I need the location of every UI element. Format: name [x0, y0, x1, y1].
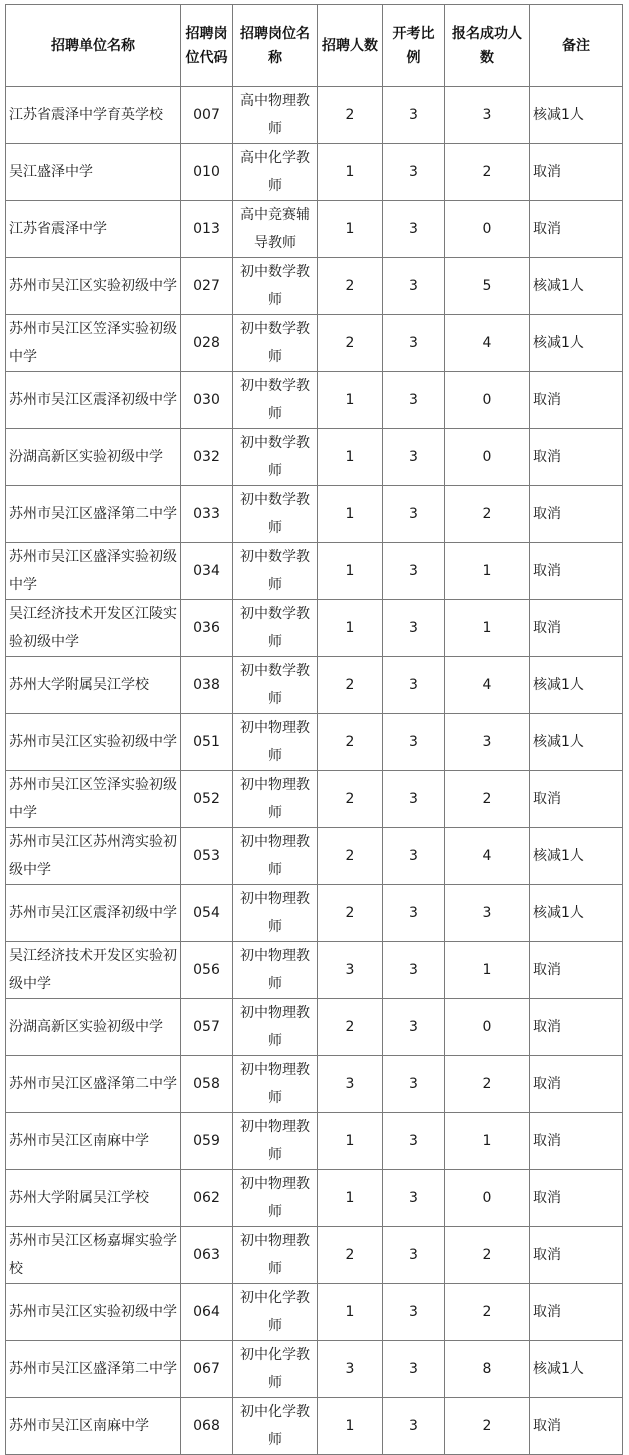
- recruitment-table: [5, 4, 623, 1455]
- cell-unit: 苏州市吴江区实验初级中学: [6, 258, 181, 315]
- table-row: [6, 543, 623, 600]
- cell-registered: 0: [445, 372, 530, 429]
- cell-note: 取消: [530, 372, 623, 429]
- cell-ratio: 3: [383, 1170, 445, 1227]
- cell-note: 核减1人: [530, 657, 623, 714]
- cell-unit: 苏州市吴江区盛泽第二中学: [6, 486, 181, 543]
- table-row: [6, 1341, 623, 1398]
- cell-ratio: 3: [383, 771, 445, 828]
- cell-position: 初中物理教师: [233, 1056, 318, 1113]
- cell-position: 初中物理教师: [233, 1227, 318, 1284]
- table-row: [6, 372, 623, 429]
- cell-note: 核减1人: [530, 885, 623, 942]
- cell-code: 028: [181, 315, 233, 372]
- cell-code: 064: [181, 1284, 233, 1341]
- cell-count: 1: [318, 1284, 383, 1341]
- cell-count: 1: [318, 201, 383, 258]
- cell-position: 初中物理教师: [233, 885, 318, 942]
- cell-note: 取消: [530, 543, 623, 600]
- cell-registered: 1: [445, 543, 530, 600]
- cell-ratio: 3: [383, 1284, 445, 1341]
- cell-code: 063: [181, 1227, 233, 1284]
- cell-code: 068: [181, 1398, 233, 1455]
- cell-count: 1: [318, 144, 383, 201]
- cell-code: 010: [181, 144, 233, 201]
- cell-position: 初中数学教师: [233, 486, 318, 543]
- cell-unit: 吴江盛泽中学: [6, 144, 181, 201]
- cell-note: 核减1人: [530, 315, 623, 372]
- cell-ratio: 3: [383, 429, 445, 486]
- table-row: [6, 201, 623, 258]
- header-position: 招聘岗位名称: [233, 5, 318, 87]
- cell-registered: 2: [445, 1227, 530, 1284]
- cell-unit: 吴江经济技术开发区江陵实验初级中学: [6, 600, 181, 657]
- cell-position: 初中物理教师: [233, 942, 318, 999]
- cell-unit: 苏州市吴江区实验初级中学: [6, 714, 181, 771]
- cell-count: 2: [318, 885, 383, 942]
- cell-unit: 苏州市吴江区盛泽第二中学: [6, 1056, 181, 1113]
- cell-code: 059: [181, 1113, 233, 1170]
- cell-note: 取消: [530, 942, 623, 999]
- cell-count: 2: [318, 1227, 383, 1284]
- cell-ratio: 3: [383, 1398, 445, 1455]
- cell-ratio: 3: [383, 201, 445, 258]
- cell-unit: 苏州市吴江区实验初级中学: [6, 1284, 181, 1341]
- cell-registered: 1: [445, 600, 530, 657]
- cell-unit: 汾湖高新区实验初级中学: [6, 999, 181, 1056]
- table-row: [6, 315, 623, 372]
- cell-unit: 苏州市吴江区震泽初级中学: [6, 885, 181, 942]
- cell-code: 067: [181, 1341, 233, 1398]
- cell-registered: 4: [445, 828, 530, 885]
- cell-count: 1: [318, 1113, 383, 1170]
- cell-ratio: 3: [383, 543, 445, 600]
- cell-unit: 苏州市吴江区震泽初级中学: [6, 372, 181, 429]
- header-ratio: 开考比例: [383, 5, 445, 87]
- cell-count: 3: [318, 942, 383, 999]
- cell-ratio: 3: [383, 1227, 445, 1284]
- cell-note: 取消: [530, 429, 623, 486]
- cell-registered: 0: [445, 201, 530, 258]
- cell-code: 056: [181, 942, 233, 999]
- cell-registered: 1: [445, 942, 530, 999]
- cell-code: 057: [181, 999, 233, 1056]
- cell-count: 1: [318, 1170, 383, 1227]
- cell-code: 030: [181, 372, 233, 429]
- table-body: [6, 87, 623, 1455]
- cell-code: 007: [181, 87, 233, 144]
- table-row: [6, 486, 623, 543]
- cell-note: 核减1人: [530, 87, 623, 144]
- cell-registered: 2: [445, 1284, 530, 1341]
- cell-position: 高中物理教师: [233, 87, 318, 144]
- cell-count: 1: [318, 372, 383, 429]
- cell-registered: 0: [445, 999, 530, 1056]
- cell-count: 1: [318, 1398, 383, 1455]
- cell-note: 取消: [530, 1056, 623, 1113]
- cell-note: 核减1人: [530, 828, 623, 885]
- cell-count: 2: [318, 657, 383, 714]
- cell-registered: 3: [445, 87, 530, 144]
- table-row: [6, 942, 623, 999]
- cell-ratio: 3: [383, 1056, 445, 1113]
- cell-count: 3: [318, 1341, 383, 1398]
- cell-registered: 0: [445, 429, 530, 486]
- cell-note: 取消: [530, 1398, 623, 1455]
- cell-registered: 2: [445, 486, 530, 543]
- cell-code: 036: [181, 600, 233, 657]
- table-header: [6, 5, 623, 87]
- cell-registered: 2: [445, 1398, 530, 1455]
- table-row: [6, 1284, 623, 1341]
- table-row: [6, 771, 623, 828]
- cell-position: 初中数学教师: [233, 657, 318, 714]
- cell-note: 取消: [530, 1113, 623, 1170]
- cell-code: 053: [181, 828, 233, 885]
- cell-unit: 苏州市吴江区盛泽实验初级中学: [6, 543, 181, 600]
- cell-unit: 苏州市吴江区苏州湾实验初级中学: [6, 828, 181, 885]
- cell-code: 033: [181, 486, 233, 543]
- table-row: [6, 1227, 623, 1284]
- cell-position: 初中化学教师: [233, 1284, 318, 1341]
- cell-ratio: 3: [383, 714, 445, 771]
- cell-position: 初中化学教师: [233, 1341, 318, 1398]
- cell-registered: 2: [445, 144, 530, 201]
- cell-unit: 苏州大学附属吴江学校: [6, 657, 181, 714]
- table-row: [6, 828, 623, 885]
- header-code: 招聘岗位代码: [181, 5, 233, 87]
- cell-position: 初中物理教师: [233, 828, 318, 885]
- cell-position: 初中物理教师: [233, 999, 318, 1056]
- cell-position: 初中物理教师: [233, 1113, 318, 1170]
- cell-note: 取消: [530, 771, 623, 828]
- cell-unit: 江苏省震泽中学: [6, 201, 181, 258]
- cell-registered: 3: [445, 714, 530, 771]
- table-row: [6, 1056, 623, 1113]
- cell-registered: 3: [445, 885, 530, 942]
- cell-position: 初中物理教师: [233, 714, 318, 771]
- cell-code: 013: [181, 201, 233, 258]
- cell-registered: 1: [445, 1113, 530, 1170]
- cell-registered: 5: [445, 258, 530, 315]
- cell-ratio: 3: [383, 657, 445, 714]
- cell-count: 1: [318, 429, 383, 486]
- table-row: [6, 144, 623, 201]
- cell-code: 038: [181, 657, 233, 714]
- cell-count: 2: [318, 828, 383, 885]
- table-row: [6, 1170, 623, 1227]
- cell-note: 取消: [530, 1227, 623, 1284]
- cell-note: 取消: [530, 999, 623, 1056]
- cell-registered: 4: [445, 315, 530, 372]
- cell-code: 027: [181, 258, 233, 315]
- cell-count: 1: [318, 486, 383, 543]
- table-row: [6, 714, 623, 771]
- table-row: [6, 657, 623, 714]
- cell-note: 核减1人: [530, 714, 623, 771]
- cell-position: 初中数学教师: [233, 315, 318, 372]
- cell-position: 初中数学教师: [233, 600, 318, 657]
- cell-unit: 苏州市吴江区南麻中学: [6, 1398, 181, 1455]
- cell-unit: 江苏省震泽中学育英学校: [6, 87, 181, 144]
- cell-position: 初中物理教师: [233, 771, 318, 828]
- cell-unit: 吴江经济技术开发区实验初级中学: [6, 942, 181, 999]
- cell-unit: 苏州市吴江区笠泽实验初级中学: [6, 315, 181, 372]
- cell-note: 核减1人: [530, 1341, 623, 1398]
- cell-count: 2: [318, 999, 383, 1056]
- cell-unit: 汾湖高新区实验初级中学: [6, 429, 181, 486]
- cell-note: 取消: [530, 201, 623, 258]
- cell-ratio: 3: [383, 87, 445, 144]
- cell-ratio: 3: [383, 258, 445, 315]
- cell-count: 1: [318, 600, 383, 657]
- cell-count: 2: [318, 315, 383, 372]
- cell-count: 2: [318, 87, 383, 144]
- cell-position: 初中数学教师: [233, 372, 318, 429]
- table-row: [6, 87, 623, 144]
- cell-count: 2: [318, 714, 383, 771]
- cell-ratio: 3: [383, 315, 445, 372]
- cell-position: 初中数学教师: [233, 543, 318, 600]
- cell-ratio: 3: [383, 372, 445, 429]
- header-count: 招聘人数: [318, 5, 383, 87]
- cell-ratio: 3: [383, 1341, 445, 1398]
- cell-registered: 8: [445, 1341, 530, 1398]
- header-row: [6, 5, 623, 87]
- cell-position: 初中数学教师: [233, 429, 318, 486]
- cell-ratio: 3: [383, 1113, 445, 1170]
- cell-ratio: 3: [383, 600, 445, 657]
- header-registered: 报名成功人数: [445, 5, 530, 87]
- cell-note: 核减1人: [530, 258, 623, 315]
- cell-ratio: 3: [383, 942, 445, 999]
- cell-ratio: 3: [383, 828, 445, 885]
- cell-registered: 2: [445, 771, 530, 828]
- cell-code: 051: [181, 714, 233, 771]
- cell-note: 取消: [530, 1170, 623, 1227]
- cell-unit: 苏州大学附属吴江学校: [6, 1170, 181, 1227]
- cell-note: 取消: [530, 486, 623, 543]
- cell-position: 初中化学教师: [233, 1398, 318, 1455]
- cell-unit: 苏州市吴江区盛泽第二中学: [6, 1341, 181, 1398]
- cell-code: 054: [181, 885, 233, 942]
- cell-count: 2: [318, 771, 383, 828]
- cell-registered: 0: [445, 1170, 530, 1227]
- cell-ratio: 3: [383, 999, 445, 1056]
- table-row: [6, 1113, 623, 1170]
- cell-note: 取消: [530, 1284, 623, 1341]
- table-row: [6, 999, 623, 1056]
- cell-unit: 苏州市吴江区杨嘉墀实验学校: [6, 1227, 181, 1284]
- cell-ratio: 3: [383, 486, 445, 543]
- cell-count: 1: [318, 543, 383, 600]
- cell-count: 3: [318, 1056, 383, 1113]
- cell-code: 032: [181, 429, 233, 486]
- cell-note: 取消: [530, 144, 623, 201]
- cell-code: 052: [181, 771, 233, 828]
- cell-position: 高中竞赛辅导教师: [233, 201, 318, 258]
- header-note: 备注: [530, 5, 623, 87]
- header-unit: 招聘单位名称: [6, 5, 181, 87]
- cell-unit: 苏州市吴江区笠泽实验初级中学: [6, 771, 181, 828]
- cell-note: 取消: [530, 600, 623, 657]
- cell-code: 034: [181, 543, 233, 600]
- table-row: [6, 429, 623, 486]
- cell-position: 高中化学教师: [233, 144, 318, 201]
- table-row: [6, 1398, 623, 1455]
- table-row: [6, 258, 623, 315]
- cell-registered: 2: [445, 1056, 530, 1113]
- cell-position: 初中数学教师: [233, 258, 318, 315]
- table-row: [6, 885, 623, 942]
- cell-ratio: 3: [383, 885, 445, 942]
- cell-unit: 苏州市吴江区南麻中学: [6, 1113, 181, 1170]
- cell-registered: 4: [445, 657, 530, 714]
- cell-count: 2: [318, 258, 383, 315]
- cell-position: 初中物理教师: [233, 1170, 318, 1227]
- cell-code: 062: [181, 1170, 233, 1227]
- cell-ratio: 3: [383, 144, 445, 201]
- cell-code: 058: [181, 1056, 233, 1113]
- table-row: [6, 600, 623, 657]
